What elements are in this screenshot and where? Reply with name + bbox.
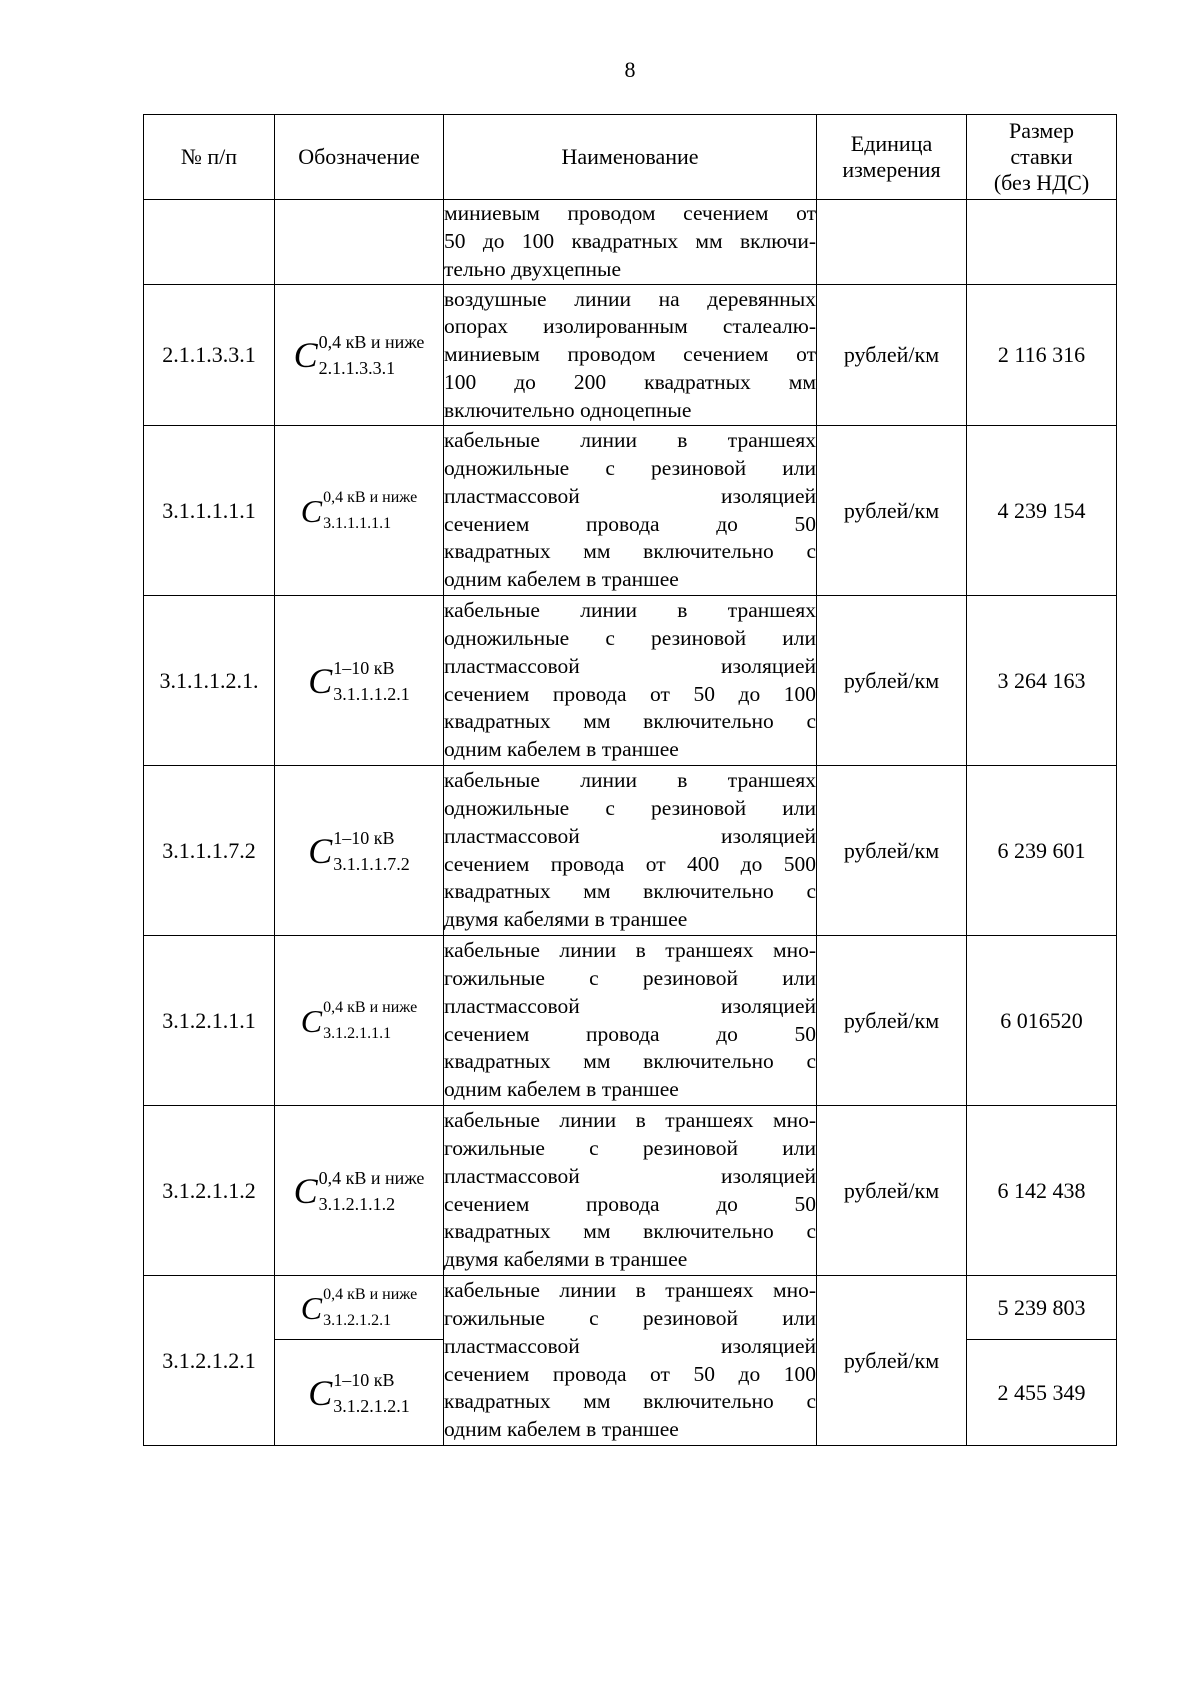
row-rate: 6 239 601 xyxy=(967,766,1117,936)
symbol-subscript: 3.1.1.1.1.1 xyxy=(323,514,392,532)
symbol-superscript: 0,4 кВ и ниже xyxy=(318,332,425,352)
row-name xyxy=(444,285,817,426)
row-num: 3.1.2.1.2.1 xyxy=(144,1276,275,1446)
designation-symbol xyxy=(301,1285,417,1331)
row-designation xyxy=(275,1106,444,1276)
row-num: 2.1.1.3.3.1 xyxy=(144,285,275,426)
name-line: включительно одноцепные xyxy=(444,397,692,422)
row-designation xyxy=(275,596,444,766)
name-line: сечением провода от 50 до 100 xyxy=(444,681,816,706)
row-rate: 2 455 349 xyxy=(967,1340,1117,1446)
row-unit: рублей/км xyxy=(817,426,967,596)
name-line: одножильные с резиновой или xyxy=(444,455,816,480)
symbol-letter: C xyxy=(308,830,333,871)
row-unit: рублей/км xyxy=(817,285,967,426)
row-rate: 4 239 154 xyxy=(967,426,1117,596)
symbol-subscript: 3.1.1.1.2.1 xyxy=(333,683,410,704)
name-line: пластмассовой изоляцией xyxy=(444,483,816,508)
symbol-subscript: 3.1.2.1.1.1 xyxy=(323,1024,392,1042)
name-line: двумя кабелями в траншее xyxy=(444,1247,688,1272)
name-line: одним кабелем в траншее xyxy=(444,1077,679,1102)
row-unit: рублей/км xyxy=(817,936,967,1106)
symbol-letter: C xyxy=(300,492,323,529)
symbol-subscript: 2.1.1.3.3.1 xyxy=(318,358,396,378)
header-unit xyxy=(817,115,967,200)
header-designation: Обозначение xyxy=(275,115,444,200)
row-name xyxy=(444,596,817,766)
symbol-superscript: 1–10 кВ xyxy=(333,1369,395,1390)
row-num: 3.1.1.1.2.1. xyxy=(144,596,275,766)
name-line: сечением провода до 50 xyxy=(444,1191,816,1216)
name-line: кабельные линии в траншеях мно- xyxy=(444,1278,816,1303)
name-line: гожильные с резиновой или xyxy=(444,1135,816,1160)
name-line: воздушные линии на деревянных xyxy=(444,286,816,311)
row-rate: 6 142 438 xyxy=(967,1106,1117,1276)
symbol-letter: C xyxy=(293,1170,318,1211)
symbol-subscript: 3.1.1.1.7.2 xyxy=(333,853,410,874)
name-line: миниевым проводом сечением от xyxy=(444,201,816,226)
table-row xyxy=(144,936,1117,1106)
row-num: 3.1.1.1.1.1 xyxy=(144,426,275,596)
name-line: квадратных мм включительно с xyxy=(444,1049,816,1074)
header-rate xyxy=(967,115,1117,200)
row-unit xyxy=(817,200,967,285)
name-line: квадратных мм включительно с xyxy=(444,879,816,904)
symbol-superscript: 1–10 кВ xyxy=(333,657,395,678)
name-line: квадратных мм включительно с xyxy=(444,1219,816,1244)
row-designation xyxy=(275,766,444,936)
name-line: пластмассовой изоляцией xyxy=(444,823,816,848)
row-unit: рублей/км xyxy=(817,766,967,936)
designation-symbol xyxy=(308,828,410,874)
table-row xyxy=(144,1106,1117,1276)
row-rate: 2 116 316 xyxy=(967,285,1117,426)
row-rate: 6 016520 xyxy=(967,936,1117,1106)
name-line: сечением провода от 400 до 500 xyxy=(444,851,816,876)
name-line: миниевым проводом сечением от xyxy=(444,342,816,367)
row-unit: рублей/км xyxy=(817,1106,967,1276)
table-row xyxy=(144,596,1117,766)
row-designation xyxy=(275,426,444,596)
symbol-letter: C xyxy=(308,1372,333,1413)
name-line: пластмассовой изоляцией xyxy=(444,653,816,678)
row-name xyxy=(444,766,817,936)
name-line: сечением провода от 50 до 100 xyxy=(444,1361,816,1386)
designation-symbol xyxy=(301,488,417,534)
header-rate-line: Размер xyxy=(1008,118,1075,143)
row-name xyxy=(444,1276,817,1446)
tariff-table xyxy=(143,114,1117,1446)
page-number: 8 xyxy=(624,57,636,82)
name-line: кабельные линии в траншеях мно- xyxy=(444,938,816,963)
name-line: гожильные с резиновой или xyxy=(444,1305,816,1330)
row-designation xyxy=(275,936,444,1106)
symbol-superscript: 0,4 кВ и ниже xyxy=(323,998,418,1016)
table-row xyxy=(144,426,1117,596)
row-num: 3.1.1.1.7.2 xyxy=(144,766,275,936)
row-designation xyxy=(275,200,444,285)
row-unit: рублей/км xyxy=(817,596,967,766)
name-line: тельно двухцепные xyxy=(444,256,622,281)
name-line: квадратных мм включительно с xyxy=(444,539,816,564)
row-name xyxy=(444,1106,817,1276)
header-num: № п/п xyxy=(144,115,275,200)
symbol-letter: C xyxy=(300,1289,323,1326)
row-rate: 5 239 803 xyxy=(967,1276,1117,1340)
name-line: кабельные линии в траншеях xyxy=(444,428,816,453)
designation-symbol xyxy=(301,998,417,1044)
symbol-superscript: 0,4 кВ и ниже xyxy=(323,488,418,506)
row-num: 3.1.2.1.1.1 xyxy=(144,936,275,1106)
symbol-subscript: 3.1.2.1.2.1 xyxy=(333,1395,410,1416)
name-line: двумя кабелями в траншее xyxy=(444,907,688,932)
name-line: пластмассовой изоляцией xyxy=(444,993,816,1018)
table-row xyxy=(144,285,1117,426)
symbol-subscript: 3.1.2.1.2.1 xyxy=(323,1311,392,1329)
designation-symbol xyxy=(294,332,425,378)
symbol-superscript: 0,4 кВ и ниже xyxy=(323,1285,418,1303)
symbol-letter: C xyxy=(293,335,318,375)
header-name: Наименование xyxy=(444,115,817,200)
row-rate: 3 264 163 xyxy=(967,596,1117,766)
name-line: кабельные линии в траншеях xyxy=(444,768,816,793)
name-line: одним кабелем в траншее xyxy=(444,1417,679,1442)
table-row xyxy=(144,200,1117,285)
table-row xyxy=(144,766,1117,936)
name-line: опорах изолированным сталеалю- xyxy=(444,314,816,339)
symbol-superscript: 1–10 кВ xyxy=(333,827,395,848)
row-designation xyxy=(275,285,444,426)
name-line: сечением провода до 50 xyxy=(444,511,816,536)
name-line: пластмассовой изоляцией xyxy=(444,1163,816,1188)
row-num xyxy=(144,200,275,285)
name-line: одножильные с резиновой или xyxy=(444,795,816,820)
name-line: квадратных мм включительно с xyxy=(444,1389,816,1414)
name-line: одним кабелем в траншее xyxy=(444,567,679,592)
name-line: одним кабелем в траншее xyxy=(444,737,679,762)
name-line: 50 до 100 квадратных мм включи- xyxy=(444,229,816,254)
row-name xyxy=(444,426,817,596)
designation-symbol xyxy=(294,1168,425,1214)
row-num: 3.1.2.1.1.2 xyxy=(144,1106,275,1276)
symbol-letter: C xyxy=(300,1002,323,1039)
name-line: сечением провода до 50 xyxy=(444,1021,816,1046)
row-designation xyxy=(275,1276,444,1340)
symbol-letter: C xyxy=(308,660,333,701)
symbol-superscript: 0,4 кВ и ниже xyxy=(318,1167,425,1188)
header-unit-line: измерения xyxy=(842,157,941,182)
name-line: кабельные линии в траншеях xyxy=(444,598,816,623)
table-header-row xyxy=(144,115,1117,200)
row-name xyxy=(444,936,817,1106)
name-line: 100 до 200 квадратных мм xyxy=(444,369,816,394)
name-line: гожильные с резиновой или xyxy=(444,965,816,990)
header-rate-line: ставки xyxy=(1010,144,1073,169)
row-designation xyxy=(275,1340,444,1446)
header-rate-line: (без НДС) xyxy=(993,170,1090,195)
row-unit: рублей/км xyxy=(817,1276,967,1446)
row-name xyxy=(444,200,817,285)
header-unit-line: Единица xyxy=(850,131,933,156)
designation-symbol xyxy=(308,658,410,704)
name-line: квадратных мм включительно с xyxy=(444,709,816,734)
name-line: пластмассовой изоляцией xyxy=(444,1333,816,1358)
row-rate xyxy=(967,200,1117,285)
table-row xyxy=(144,1276,1117,1340)
name-line: кабельные линии в траншеях мно- xyxy=(444,1108,816,1133)
symbol-subscript: 3.1.2.1.1.2 xyxy=(318,1193,396,1214)
name-line: одножильные с резиновой или xyxy=(444,625,816,650)
designation-symbol xyxy=(308,1370,410,1416)
